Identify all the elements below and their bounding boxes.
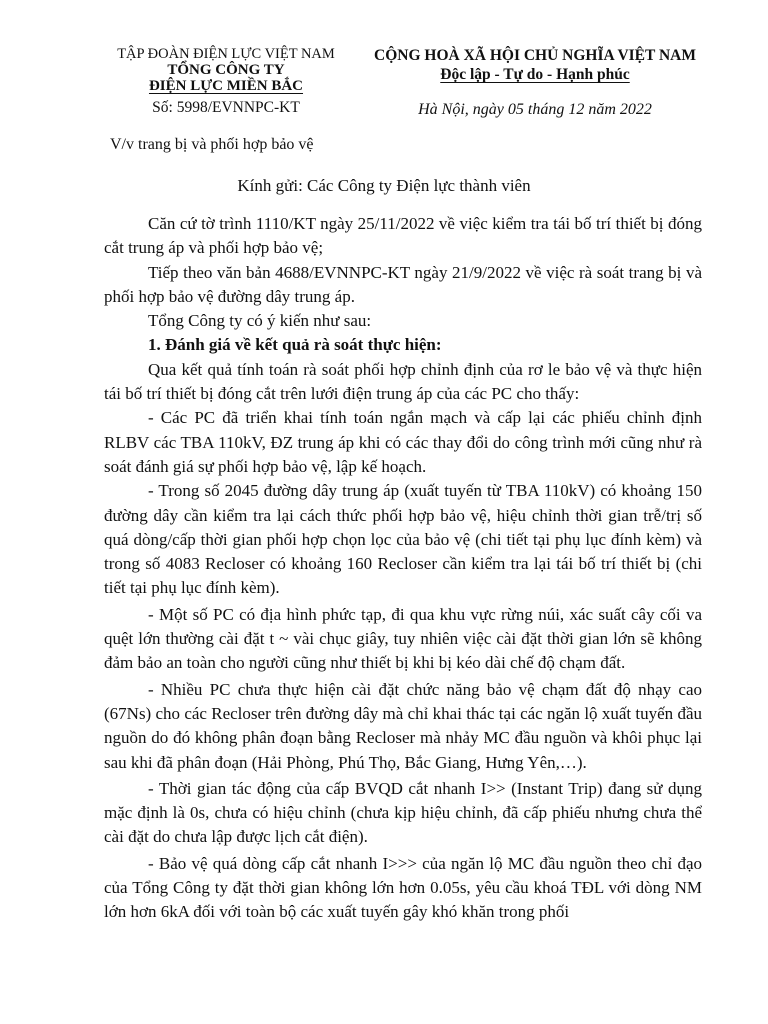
section-heading: 1. Đánh giá về kết quả rà soát thực hiện: — [148, 335, 442, 355]
bullet-paragraph: - Một số PC có địa hình phức tạp, đi qua khu vực rừng núi, xác suất cây cối va quệt lớn thường cài đặt t ~ vài chục giây, tuy nhiên việc cài đặt thời gian lớn sẽ không đảm bảo an toàn cho người cũng như thiết bị khi bị kéo dài chế độ chạm đất. — [104, 604, 702, 673]
national-header — [362, 46, 708, 84]
bullet-paragraph: - Nhiều PC chưa thực hiện cài đặt chức năng bảo vệ chạm đất độ nhạy cao (67Ns) cho các Recloser trên đường dây mà chỉ khai thác tại các ngăn lộ xuất tuyến đầu nguồn do đó không phân đoạn bằng Recloser mà nhảy MC đầu nguồn và khôi phục lại sau khi đã phân đoạn (Hải Phòng, Phú Thọ, Bắc Giang, Hưng Yên,…). — [104, 679, 702, 772]
paragraph: Tiếp theo văn bản 4688/EVNNPC-KT ngày 21/9/2022 về việc rà soát trang bị và phối hợp bảo vệ đường dây trung áp. — [104, 262, 702, 306]
bullet-paragraph: - Thời gian tác động của cấp BVQD cắt nhanh I>> (Instant Trip) đang sử dụng mặc định là 0s, chưa có hiệu chỉnh (chưa kịp hiệu chỉnh, đã cấp phiếu nhưng chưa thể cài đặt do chưa lập được lịch cắt điện). — [104, 778, 702, 847]
document-date: Hà Nội, ngày 05 tháng 12 năm 2022 — [418, 101, 652, 118]
paragraph: Qua kết quả tính toán rà soát phối hợp chỉnh định của rơ le bảo vệ và thực hiện tái bố trí thiết bị đóng cắt trên lưới điện trung áp của các PC cho thấy: — [104, 359, 702, 404]
paragraph: Tổng Công ty có ý kiến như sau: — [148, 311, 372, 331]
issuer-group: TẬP ĐOÀN ĐIỆN LỰC VIỆT NAM — [117, 46, 335, 62]
recipient-line: Kính gửi: Các Công ty Điện lực thành viên — [237, 176, 531, 195]
paragraph: Căn cứ tờ trình 1110/KT ngày 25/11/2022 về việc kiểm tra tái bố trí thiết bị đóng cắt trung áp và phối hợp bảo vệ; — [104, 214, 702, 258]
bullet-paragraph: - Trong số 2045 đường dây trung áp (xuất tuyến từ TBA 110kV) có khoảng 150 đường dây cần kiểm tra lại cách thức phối hợp bảo vệ, hiệu chỉnh thời gian trễ/trị số quá dòng/cấp thời gian phối hợp chọn lọc của bảo vệ (chi tiết tại phụ lục đính kèm) và trong số 4083 Recloser có khoảng 160 Recloser cần kiểm tra lại tái bố trí thiết bị (chi tiết tại phụ lục đính kèm). — [104, 481, 702, 598]
document-number: Số: 5998/EVNNPC-KT — [152, 99, 300, 116]
issuer-unit — [96, 78, 356, 94]
document-subject: V/v trang bị và phối hợp bảo vệ — [110, 136, 314, 153]
document-body — [104, 212, 702, 925]
national-motto — [362, 65, 708, 84]
issuer-block — [96, 46, 356, 116]
issuer-unit-text: ĐIỆN LỰC MIỀN BẮC — [148, 78, 304, 94]
bullet-paragraph: - Các PC đã triển khai tính toán ngắn mạch và cấp lại các phiếu chỉnh định RLBV các TBA 110kV, ĐZ trung áp khi có các thay đổi do công trình mới cũng như rà soát đánh giá sự phối hợp bảo vệ, lập kế hoạch. — [104, 408, 702, 476]
country-name: CỘNG HOÀ XÃ HỘI CHỦ NGHĨA VIỆT NAM — [374, 47, 696, 64]
national-motto-text: Độc lập - Tự do - Hạnh phúc — [440, 66, 630, 83]
bullet-paragraph: - Bảo vệ quá dòng cấp cắt nhanh I>>> của ngăn lộ MC đầu nguồn theo chỉ đạo của Tổng Công ty đặt thời gian không lớn hơn 0.05s, yêu cầu khoá TĐL với dòng NM lớn hơn 6kA đối với toàn bộ các xuất tuyến gây khó khăn trong phối — [104, 853, 702, 922]
issuer-corporation: TỔNG CÔNG TY — [167, 62, 285, 78]
